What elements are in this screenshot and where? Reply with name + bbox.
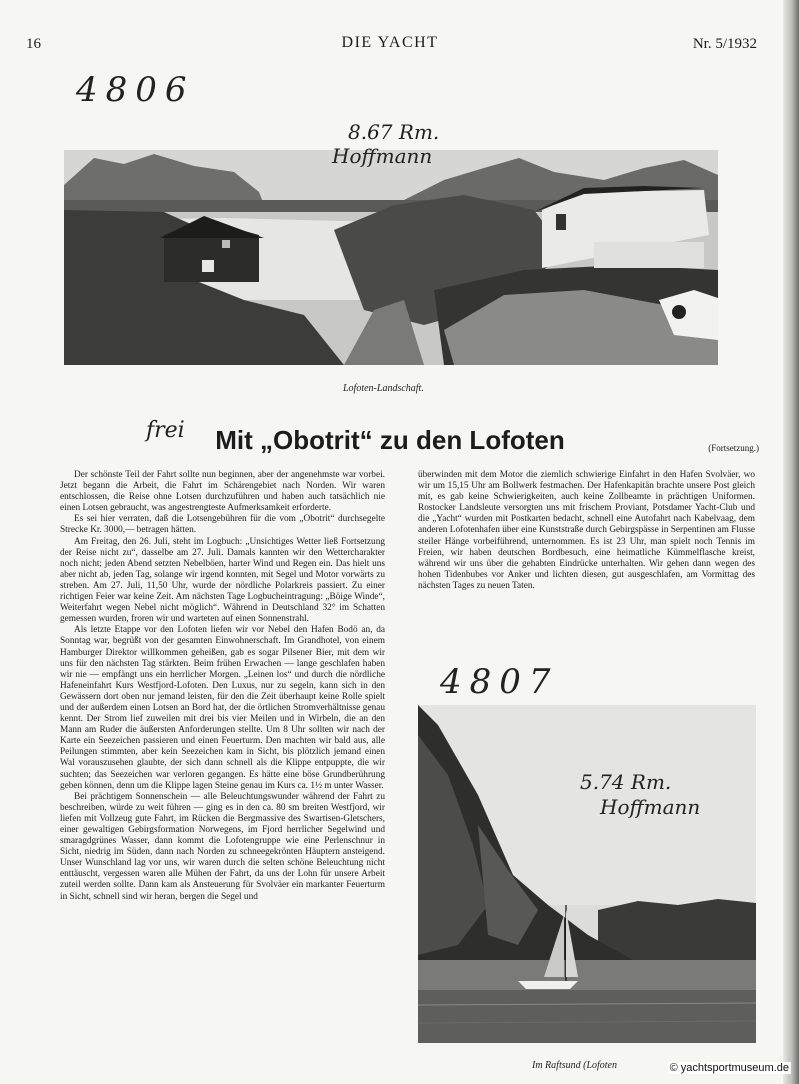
page-number: 16 xyxy=(26,36,41,52)
archive-number-2: 4807 xyxy=(440,662,559,702)
photo-caption-2: Im Raftsund (Lofoten xyxy=(532,1060,617,1071)
left-column xyxy=(60,470,385,1075)
issue-number: Nr. 5/1932 xyxy=(692,36,757,52)
signature-1: Hoffmann xyxy=(332,144,433,168)
photo-caption-1: Lofoten-Landschaft. xyxy=(343,383,424,394)
paragraph: Am Freitag, den 26. Juli, steht im Logbuch: „Unsichtiges Wetter ließ Fortsetzung der Reise nicht zu“, dasselbe am 27. Juli. Damals kannten wir den Wettercharakter noch nicht; jeden Abend setzten Nebelböen, harter Wind und Regen ein. Das hielt uns aber nicht ab, jeden Tag, solange wir irgend konnten, mit Segel und Motor vorwärts zu streben. Am 27. Juli, 11,50 Uhr, wurde der nördliche Polarkreis passiert. Zu einer richtigen Feier war keine Zeit. Am nächsten Tage Logbucheintragung: „Böige Winde“, Weiterfahrt wegen Nebel nicht möglich“. Während in Deutschland 32° im Schatten gemessen wurden, froren wir und warteten auf einen Sonnenstrahl. xyxy=(60,536,385,625)
price-note-1: 8.67 Rm. xyxy=(348,120,440,144)
landscape-photo xyxy=(64,150,718,365)
continued-note: (Fortsetzung.) xyxy=(708,443,759,453)
right-column xyxy=(418,470,755,592)
paragraph: Der schönste Teil der Fahrt sollte nun beginnen, aber der angenehmste war vorbei. Jetzt begann die Arbeit, die Fahrt im Schärengebiet nach Norden. Wir waren entschlossen, die Reise ohne Lotsen durchzuführen und haben auch tatsächlich nie einen Lotsen gebraucht, was angestrengteste Aufmerksamkeit erforderte. xyxy=(60,470,385,514)
signature-2: Hoffmann xyxy=(600,795,701,819)
paragraph: überwinden mit dem Motor die ziemlich schwierige Einfahrt in den Hafen Svolväer, wo wir um 15,15 Uhr am Bollwerk festmachen. Der Hafenkapitän brachte unsere Post gleich mit, es gab keine Schwierigkeiten, auch keine Zollbeamte in prächtigen Uniformen. Rostocker Landsleute versorgten uns mit frischem Proviant, Potsdamer Yacht-Club und die „Yacht“ wurden mit Postkarten bedacht, schnell eine Autofahrt nach Kabelvaag, dem anderen Lofotenhafen über eine Kunststraße durch Gebirgspässe in Serpentinen am Flusse steiler Hänge vorbeiführend, unternommen. Es ist 23 Uhr, man spielt noch Tennis im Freien, wir haben deutschen Bordbesuch, eine heimatliche Kümmelflasche kreist, während wir uns über die gehabten Eindrücke unterhalten. Wir gehen dann wegen des hohen Tidenbubes vor Anker und lichten diesen, gut ausgeschlafen, am Vormittag des nächsten Tages zu neuen Taten. xyxy=(418,470,755,591)
paragraph: Bei prächtigem Sonnenschein — alle Beleuchtungswunder während der Fahrt zu beschreiben, würde zu weit führen — ging es in den ca. 80 sm breiten Westfjord, wir liefen mit Vollzeug gute Fahrt, im Rücken die Bergmassive des Swartisen-Gletschers, einer gewaltigen Gebirgsformation Norwegens, im Fjord herrlicher Segelwind und smaragdgrünes Wasser, dann kommt die Lofotengruppe wie eine Perlenschnur in Sicht, niedrig im Süden, dann nach Norden zu schneegekrönten Häuptern ansteigend. Unser Wunschland lag vor uns, wir waren durch die selten schöne Beleuchtung nicht enttäuscht, vergessen waren alle Mühen der Fahrt, da uns der Lohn für unsere Arbeit zuteil werden sollte. Dann kam als Ansteuerung für Svolväer ein markanter Feuerturm in Sicht, schnell sind wir heran, bergen die Segel und xyxy=(60,791,385,902)
handwritten-mark: frei xyxy=(146,418,185,443)
landscape-photo-image xyxy=(64,150,718,365)
fjord-photo xyxy=(418,705,756,1043)
archive-number-1: 4806 xyxy=(76,70,195,110)
page-edge-shadow xyxy=(783,0,799,1084)
watermark: © yachtsportmuseum.de xyxy=(669,1062,789,1074)
fjord-photo-image xyxy=(418,705,756,1043)
running-title: DIE YACHT xyxy=(341,34,439,51)
price-note-2: 5.74 Rm. xyxy=(580,770,672,794)
paragraph: Als letzte Etappe vor den Lofoten liefen wir vor Nebel den Hafen Bodö an, da Sonntag war, begrüßt von der gesamten Einwohnerschaft. Im Grandhotel, von einem Hamburger Direktor willkommen geheißen, gab es sogar Pilsener Bier, mit dem wir uns für den nächsten Tag stärkten. Beim frühen Erwachen — lange geschlafen haben wir nie — empfängt uns ein herrlicher Morgen. „Leinen los“ und durch die nördliche Hafeneinfahrt Kurs Westfjord-Lofoten. Den Luxus, nur zu segeln, kann sich in den Gewässern dort oben nur jemand leisten, für den die Zeit überhaupt keine Rolle spielt und der außerdem einen Lotsen an Bord hat, der die örtlichen Stromverhältnisse genau kennt. Der Strom lief zuweilen mit drei bis vier Meilen und in Wirbeln, die an den Mann am Ruder die äußersten Anforderungen stellte. Um 8 Uhr sollten wir nach der Karte ein Seezeichen passieren und einen Feuerturm. Den machten wir bald aus, alle Peilungen stimmten, aber kein Seezeichen kam in Sicht, bis plötzlich jemand einen Wal vorauszusehen glaubte, der sich dann schnell als die Klippe entpuppte, die wir suchten; das Seezeichen war verloren gegangen. Es hätte eine böse Grundberührung geben können, denn um die Klippe lagen Steine genau im Kurs ca. 1½ m unter Wasser. xyxy=(60,625,385,791)
paragraph: Es sei hier verraten, daß die Lotsengebühren für die vom „Obotrit“ durchsegelte Strecke Kr. 3000,— betragen hätten. xyxy=(60,514,385,536)
article-title: Mit „Obotrit“ zu den Lofoten xyxy=(215,425,565,455)
